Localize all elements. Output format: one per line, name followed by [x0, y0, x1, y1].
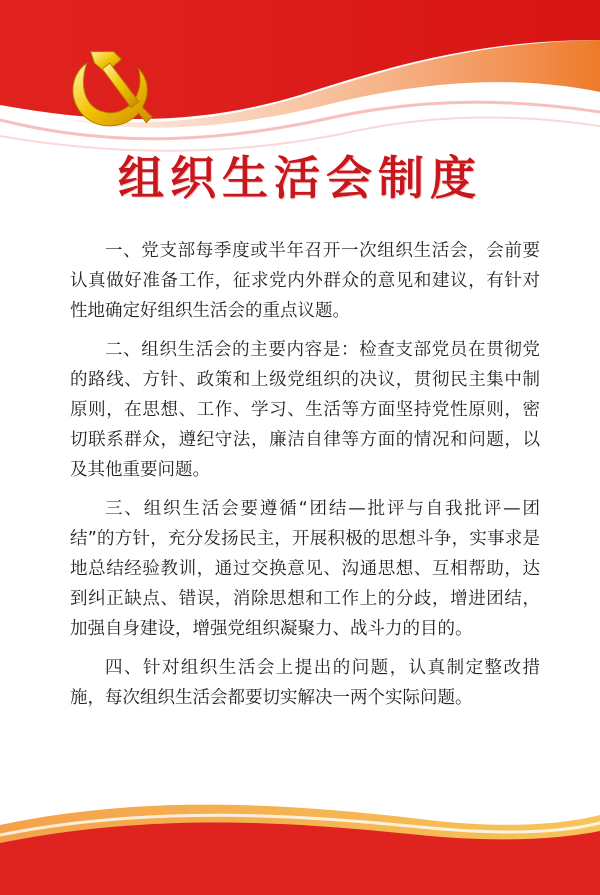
paragraph-3: 三、组织生活会要遵循“团结—批评与自我批评—团结”的方针，充分发扬民主，开展积极的思想斗争，实事求是地总结经验教训，通过交换意见、沟通思想、互相帮助，达到纠正缺点、错误，消除思想和工作上的分歧，增进团结，加强自身建设，增强党组织凝聚力、战斗力的目的。 — [70, 499, 540, 639]
party-emblem-icon — [58, 42, 154, 138]
paragraph-2: 二、组织生活会的主要内容是：检查支部党员在贯彻党的路线、方针、政策和上级党组织的决议，贯彻民主集中制原则，在思想、工作、学习、生活等方面坚持党性原则，密切联系群众，遵纪守法，廉洁自律等方面的情况和问题，以及其他重要问题。 — [70, 340, 540, 480]
bottom-wave-decoration — [0, 785, 600, 895]
paragraph-4: 四、针对组织生活会上提出的问题，认真制定整改措施，每次组织生活会都要切实解决一两个实际问题。 — [70, 658, 540, 708]
document-body — [70, 236, 540, 722]
paragraph-1: 一、党支部每季度或半年召开一次组织生活会，会前要认真做好准备工作，征求党内外群众的意见和建议，有针对性地确定好组织生活会的重点议题。 — [70, 241, 540, 321]
page-title: 组织生活会制度 — [118, 151, 482, 205]
